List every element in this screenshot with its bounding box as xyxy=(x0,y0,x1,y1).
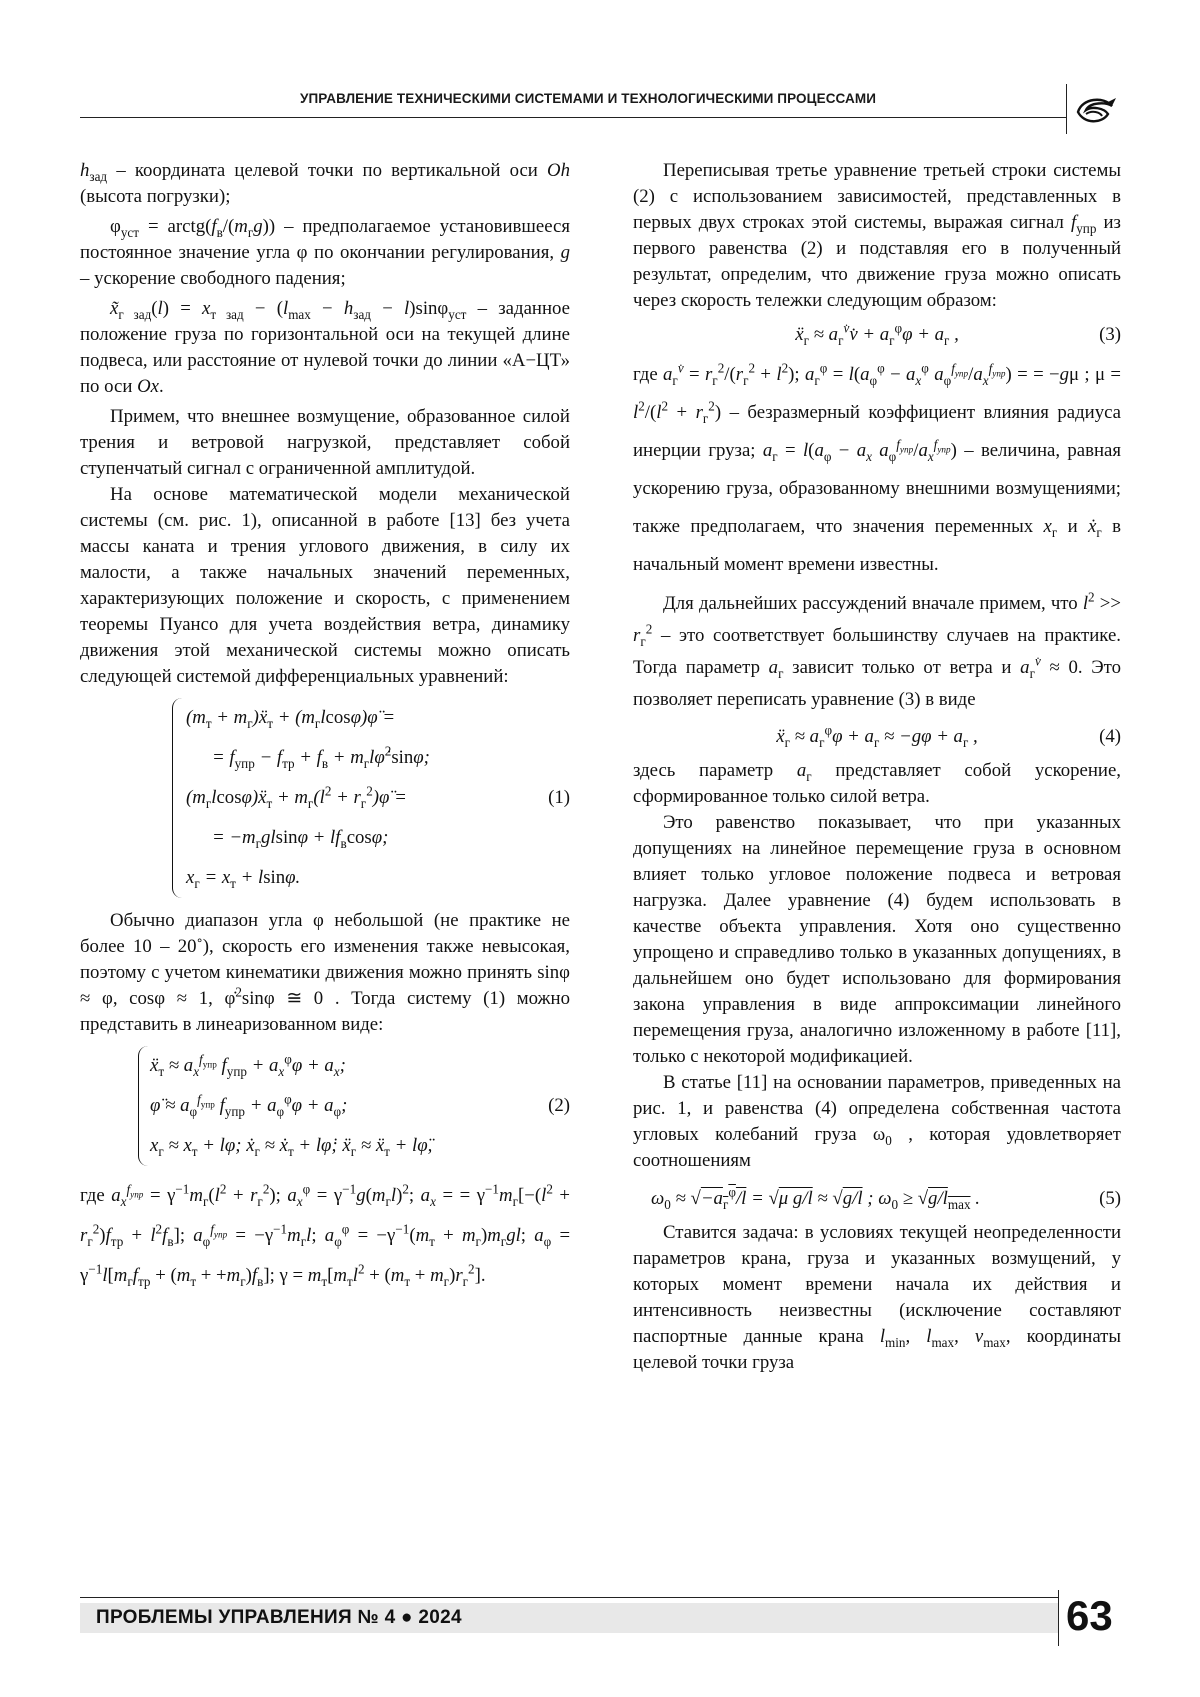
paragraph-assumption: Для дальнейших рассуждений вначале примем, что $l^2 >> r_г^2$ – это соответствует большинству случаев на практике. Тогда параметр $a_г$ зависит только от ветра и $a_г^{v̇} \approx 0$. Это позволяет переписать уравнение (3) в виде xyxy=(633,589,1122,710)
running-header: УПРАВЛЕНИЕ ТЕХНИЧЕСКИМИ СИСТЕМАМИ И ТЕХНОЛОГИЧЕСКИМИ ПРОЦЕССАМИ xyxy=(300,91,877,106)
paragraph-frequency: В статье [11] на основании параметров, приведенных на рис. 1, и равенства (4) определена собственная частота угловых колебаний груза $\omega_0$ , которая удовлетворяет соотношениям xyxy=(633,1072,1121,1171)
header-divider xyxy=(1066,84,1067,134)
definition-h: $h_{зад}$ – координата целевой точки по вертикальной оси Oh (высота погрузки); xyxy=(80,160,571,207)
coefficients-3: где $a_г^{v̇} = r_г^2/(r_г^2 + l^2)$; $a_г^\varphi = l(a_\varphi^\varphi - a_x^\varphi$ $a_\varphi^{f_{упр}}/a_x^{f_{упр}}$) = = −gμ ; $\mu = l^2/(l^2 + r_г^2)$ – безразмерный коэффициент влияния радиуса инерции груза; $a_г = l(a_\varphi - a_x$ $a_\varphi^{f_{упр}}/a_x^{f_{упр}}$) – величина, равная ускорению груза, образованному внешними возмущениями; также предполагаем, что значения переменных $x_г$ и ẋ$_г$ в начальный момент времени известны. xyxy=(633,360,1122,575)
paragraph-model: На основе математической модели механической системы (см. рис. 1), описанной в работе [13] без учета массы каната и трения углового движения, в силу их малости, а также начальных значений переменных, характеризующих положение и скорость, с применением теоремы Пуансо для учета воздействия ветра, динамику движения этой механической системы можно описать следующей системой дифференциальных уравнений: xyxy=(80,484,570,687)
header-rule xyxy=(80,117,1066,118)
left-column xyxy=(80,158,570,1296)
equation-4: ẍ$_г$ ≈ $a_г^\varphi\varphi + a_г \approx -g\varphi + a_г$ , (4) xyxy=(633,722,1121,752)
journal-name: ПРОБЛЕМЫ УПРАВЛЕНИЯ № 4 ● 2024 xyxy=(96,1607,462,1628)
footer-rule xyxy=(80,1597,1058,1598)
page-number: 63 xyxy=(1066,1592,1113,1639)
equation-system-1: ($m_т$ + $m_г)ẍ_т$ + $(m_гlcos\varphi)\varphï$ = = $f_{упр} - f_{тр} + f_в$ + $m_гl\varphi̇^2\sin\varphi$; $(m_гlcos\varphi)ẍ_т + m_г(l^2$ + $r_г^2)\varphï$ = = $-m_гglsin\varphi + lf_в\cos\varphi$; $x_г = x_т + lsin\varphi$. (1) xyxy=(80,698,570,898)
coefficients-2: где $a_x^{f_{упр}} = \gamma^{-1}m_г(l^2 + r_г^2)$; $a_x^\varphi = \gamma^{-1}g(m_гl)^2$; $a_x$ = = $\gamma^{-1}m_г[-(l^2 + r_г^2)f_{тр} + l^2f_в]$; $a_\varphi^{f_{упр}} = -\gamma^{-1}m_гl$; $a_\varphi^\varphi = -\gamma^{-1}(m_т + m_г)m_гgl$; $a_\varphi = \gamma^{-1}l[m_гf_{тр} + (m_т + +m_г)f_в]$; $\gamma = m_т[m_тl^2 + (m_т + m_г)r_г^2]$. xyxy=(80,1181,571,1289)
paragraph-problem: Ставится задача: в условиях текущей неопределенности параметров крана, груза и указанных возмущений, у которых момент времени начала их действия и интенсивность неизвестны (исключение составляют паспортные данные крана $l_{min}$, $l_{max}$, $v_{max}$, координаты целевой точки груза xyxy=(633,1222,1122,1373)
equation-number-1: (1) xyxy=(548,787,570,808)
equation-3: ẍ$_г$ ≈ $a_г^{v̇}v̇ + a_г^\varphi\varphi + a_г$ , (3) xyxy=(633,320,1121,350)
right-column xyxy=(633,158,1121,1376)
equation-system-2: ẍ$_т$ ≈ $a_x^{f_{упр}}$ $f_{упр} + a_x^\varphi\varphi + a_x$; φ̈ ≈ $a_\varphi^{f_{упр}}$ $f_{упр} + a_\varphi^\varphi\varphi + a_\varphi$; $x_г \approx x_т + l\varphi$; ẋ$_г$ ≈ ẋ$_т$ + lφ̇; ẍ$_г$ ≈ ẍ$_т$ + lφ̈, (2) xyxy=(80,1046,570,1166)
equation-number-3: (3) xyxy=(1099,324,1121,345)
paragraph-wind-param: здесь параметр $a_г$ представляет собой ускорение, сформированное только силой ветра. xyxy=(633,760,1121,807)
equation-number-5: (5) xyxy=(1099,1188,1121,1209)
paragraph-linearization: Обычно диапазон угла φ небольшой (не практике не более 10 – 20˚), скорость его изменения также невысокая, поэтому с учетом кинематики движения можно принять sinφ ≈ φ, cosφ ≈ 1, φ̇$^2$sinφ ≅ 0 . Тогда систему (1) можно представить в линеаризованном виде: xyxy=(80,910,570,1035)
paragraph-equality: Это равенство показывает, что при указанных допущениях на линейное перемещение груза в основном влияет только угловое положение подвеса и ветровая нагрузка. Далее уравнение (4) будем использовать в качестве объекта управления. Хотя оно существенно упрощено и справедливо только в указанных допущениях, в дальнейшем оно будет использовано для формирования закона управления в виде аппроксимации линейного перемещения груза, аналогично изложенному в работе [11], только с некоторой модификацией. xyxy=(633,812,1121,1067)
paragraph-disturbance: Примем, что внешнее возмущение, образованное силой трения и ветровой нагрузкой, представляет собой ступенчатый сигнал с ограниченной амплитудой. xyxy=(80,406,570,479)
equation-number-4: (4) xyxy=(1099,726,1121,747)
paragraph-rewrite: Переписывая третье уравнение третьей строки системы (2) с использованием зависимостей, представленных в первых двух строках этой системы, выражая сигнал $f_{упр}$ из первого равенства (2) и подставляя его в полученный результат, определим, что движение груза можно описать через скорость тележки следующим образом: xyxy=(633,160,1121,311)
equation-5: $\omega_0 \approx √-a_г^\varphi/l = √\mu$ g/l ≈ √g/l ; $\omega_0 \ge √g/l_{max}$ . (5) xyxy=(633,1184,1121,1214)
journal-logo-icon xyxy=(1072,90,1118,130)
definition-phi: $\varphi_{уст}$ = $arctg(f_в/(m_гg))$ – предполагаемое установившееся постоянное значение угла φ по окончании регулирования, g – ускорение свободного падения; xyxy=(80,216,570,289)
equation-number-2: (2) xyxy=(548,1095,570,1116)
definition-x: $x̃_{г зад}(l) = x_{т зад} - (l_{max} - h_{зад} - l)\sin\varphi_{уст}$ – заданное положение груза по горизонтальной оси на текущей длине подвеса, или расстояние от нулевой точки до линии «А−ЦТ» по оси Ox. xyxy=(80,298,570,397)
footer-divider xyxy=(1058,1590,1059,1646)
